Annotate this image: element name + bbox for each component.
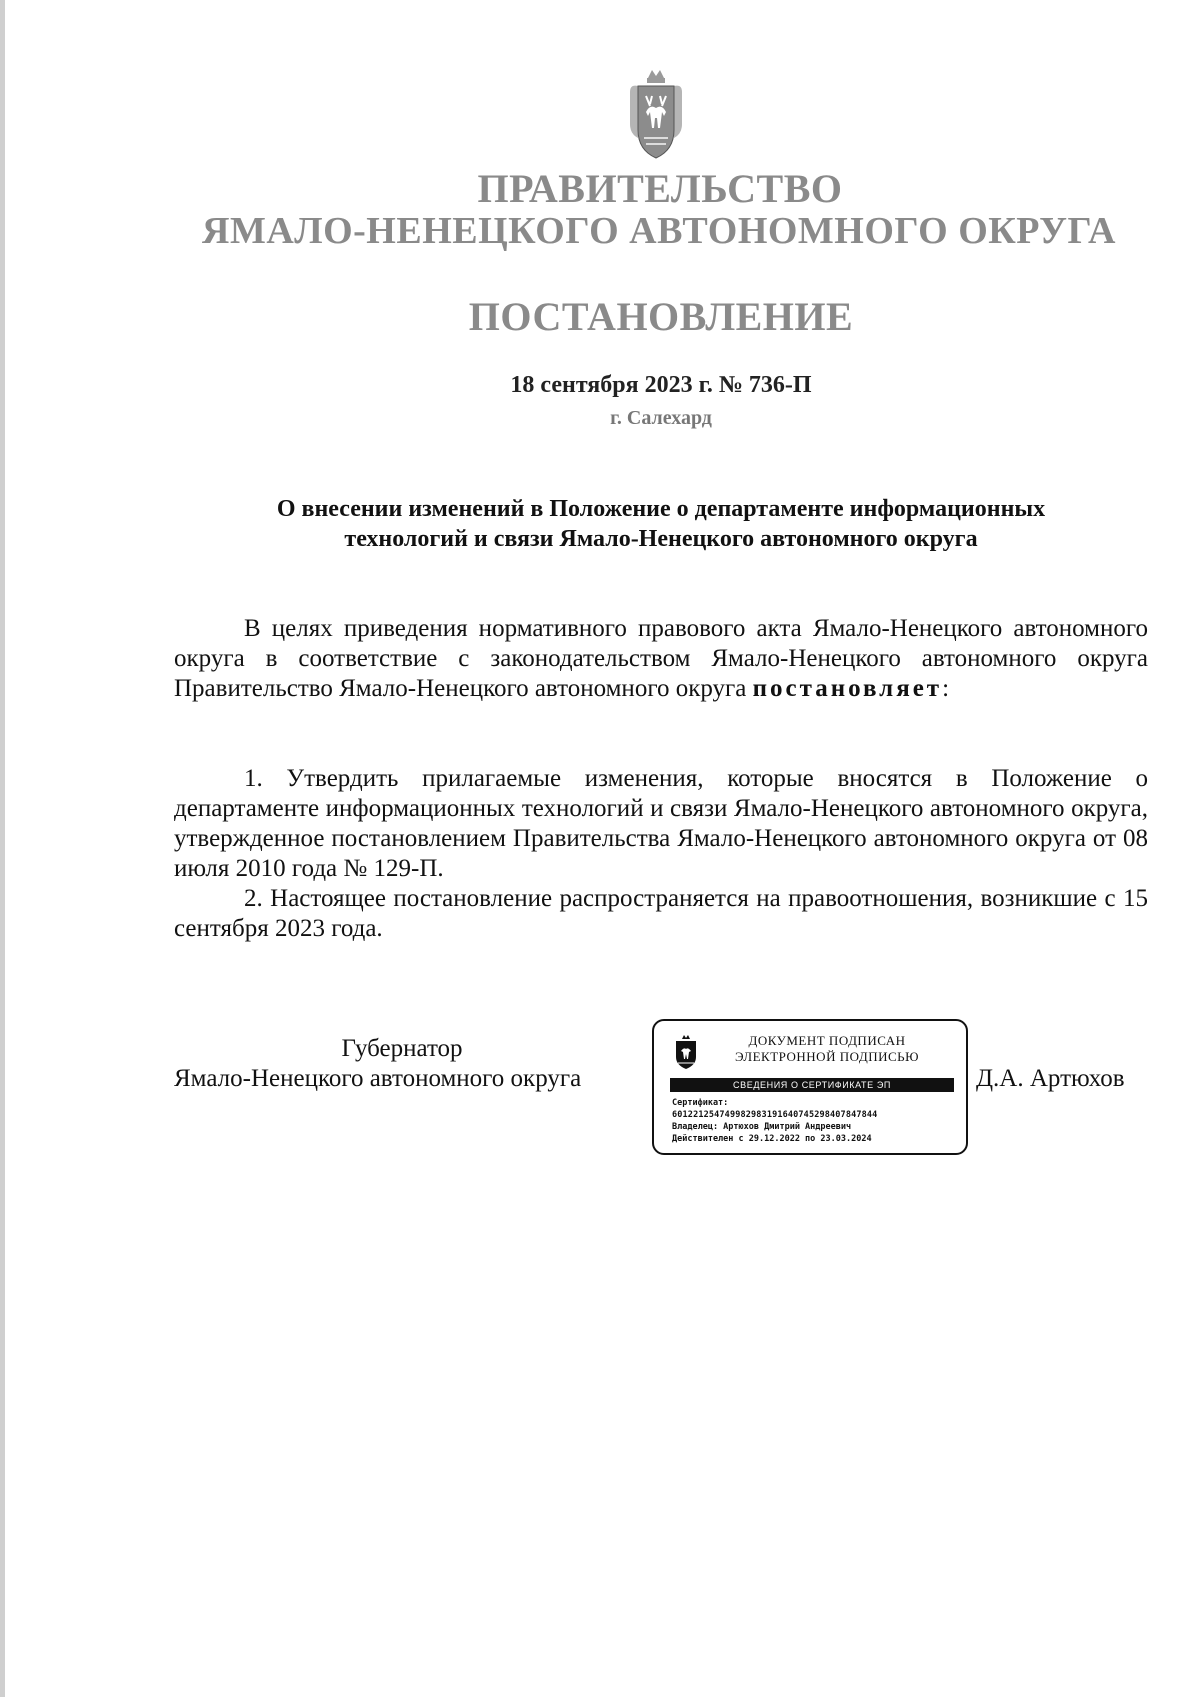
signatory-position-line2: Ямало-Ненецкого автономного округа	[174, 1065, 582, 1092]
item-2-paragraph	[174, 884, 1148, 944]
stamp-header: ДОКУМЕНТ ПОДПИСАН ЭЛЕКТРОННОЙ ПОДПИСЬЮ	[735, 1033, 919, 1064]
stamp-certificate-bar: СВЕДЕНИЯ О СЕРТИФИКАТЕ ЭП	[670, 1078, 954, 1092]
preamble-text: В целях приведения нормативного правового акта Ямало-Ненецкого автономного округа в соответствие с законодательством Ямало-Ненецкого автономного округа Правительство Ямало-Ненецкого автономного округа	[174, 615, 1148, 702]
government-name-line1: ПРАВИТЕЛЬСТВО	[477, 166, 843, 211]
document-title-line2: технологий и связи Ямало-Ненецкого автономного округа	[344, 526, 978, 552]
item-2-text: 2. Настоящее постановление распространяется на правоотношения, возникшие с 15 сентября 2023 года.	[174, 885, 1148, 942]
document-city: г. Салехард	[610, 407, 712, 429]
government-name-line2: ЯМАЛО-НЕНЕЦКОГО АВТОНОМНОГО ОКРУГА	[202, 210, 1116, 252]
document-date-number: 18 сентября 2023 г. № 736-П	[510, 372, 812, 398]
resolves-colon: :	[942, 675, 950, 702]
signatory-name: Д.А. Артюхов	[976, 1065, 1125, 1092]
page-left-edge	[0, 0, 5, 1697]
document-title-line1: О внесении изменений в Положение о департаменте информационных	[276, 496, 1046, 522]
resolves-word: постановляет	[752, 675, 943, 702]
document-type: ПОСТАНОВЛЕНИЕ	[468, 294, 854, 339]
stamp-owner: Владелец: Артюхов Дмитрий Андреевич	[672, 1122, 852, 1132]
item-1-paragraph	[174, 764, 1148, 884]
signatory-position-line1: Губернатор	[341, 1035, 463, 1062]
stamp-certificate-number: 601221254749982983191640745298407847844	[672, 1110, 878, 1120]
electronic-signature-stamp	[652, 1019, 968, 1155]
preamble-paragraph	[174, 614, 1148, 704]
stamp-validity: Действителен с 29.12.2022 по 23.03.2024	[672, 1134, 872, 1144]
stamp-certificate-label: Сертификат:	[672, 1098, 729, 1108]
stamp-coat-of-arms-icon	[672, 1035, 700, 1069]
coat-of-arms-icon	[626, 68, 686, 162]
document-title	[174, 494, 1148, 554]
item-1-text: 1. Утвердить прилагаемые изменения, которые вносятся в Положение о департаменте информационных технологий и связи Ямало-Ненецкого автономного округа, утвержденное постановлением Правительства Ямало-Ненецкого автономного округа от 08 июля 2010 года № 129-П.	[174, 765, 1148, 882]
